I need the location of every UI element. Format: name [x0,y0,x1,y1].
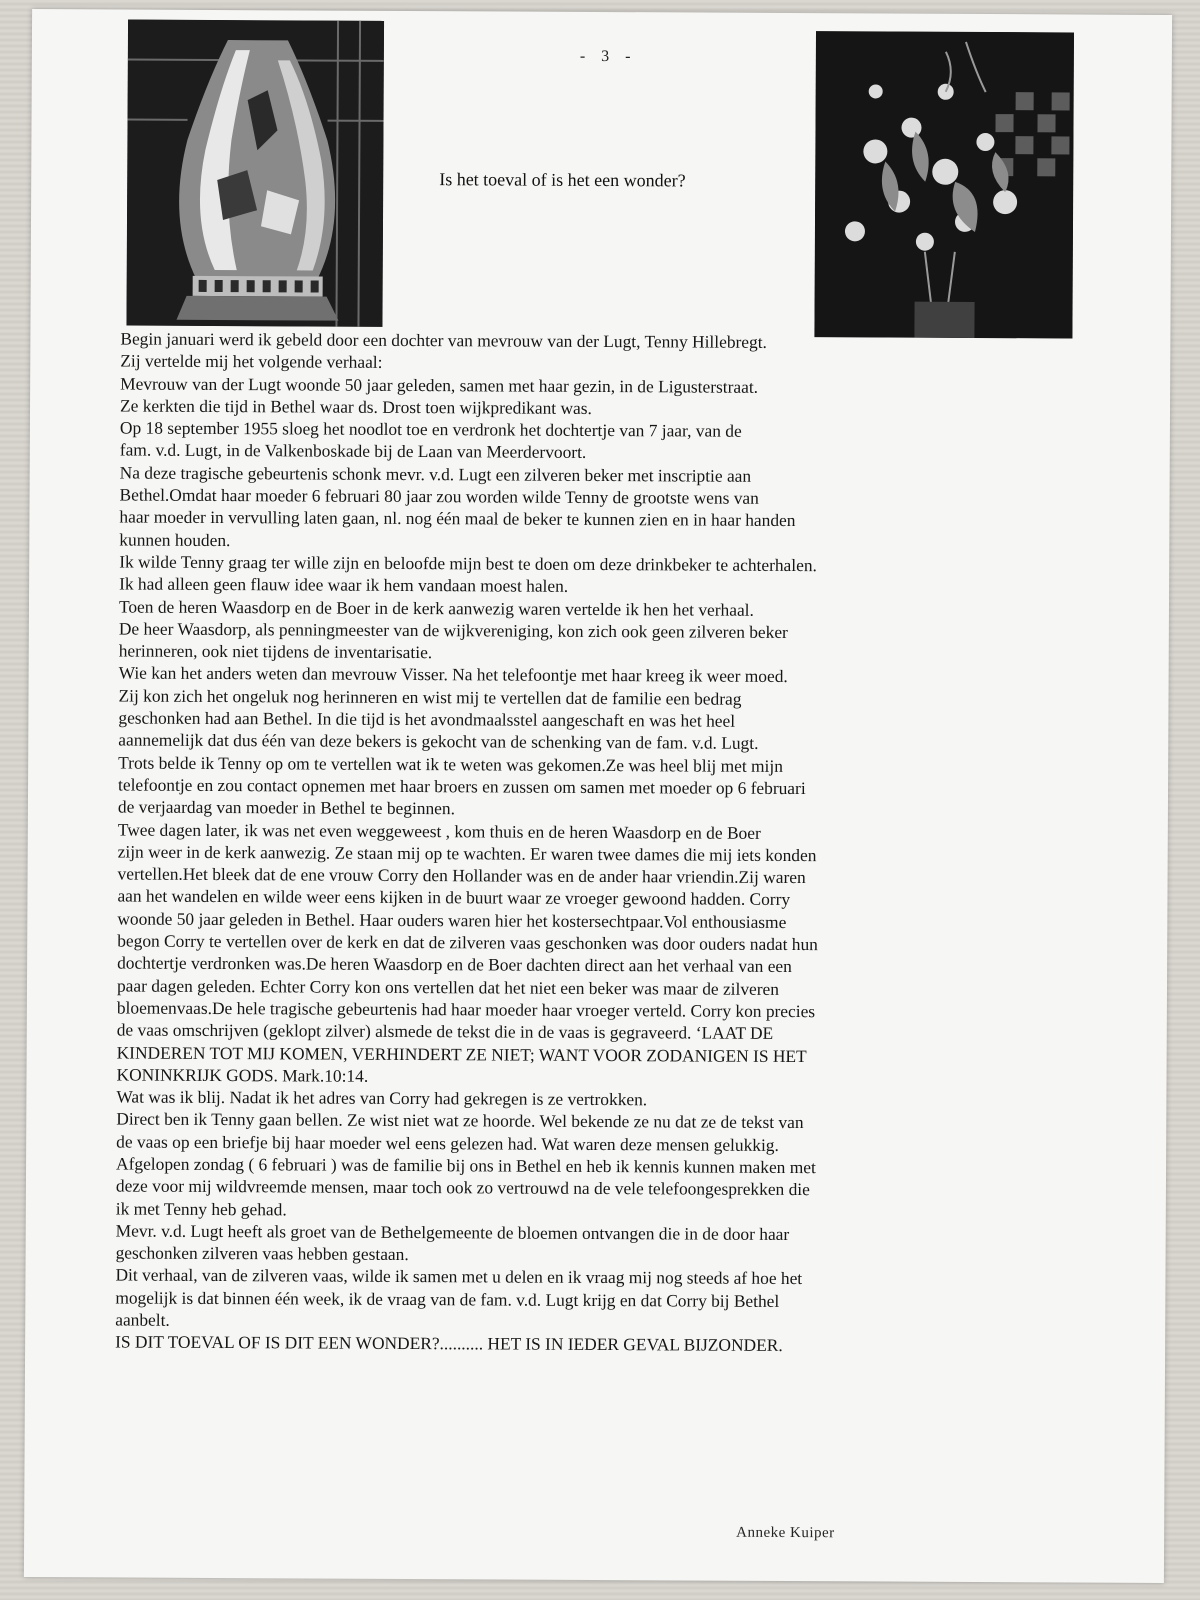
text-line: Wie kan het anders weten dan mevrouw Visser. Na het telefoontje met haar kreeg ik weer moed. [118,662,788,687]
text-line: dochtertje verdronken was.De heren Waasdorp en de Boer dachten direct aan het verhaal van een [117,952,792,977]
text-line: De heer Waasdorp, als penningmeester van de wijkvereniging, kon zich ook geen zilveren beker [118,618,788,642]
text-line: bloemenvaas.De hele tragische gebeurtenis had haar moeder haar vroeger verteld. Corry kon precies [116,997,816,1022]
text-line: geschonken zilveren vaas hebben gestaan. [115,1242,409,1265]
text-line: KONINKRIJK GODS. Mark.10:14. [116,1064,369,1086]
text-line: Na deze tragische gebeurtenis schonk mevr. v.d. Lugt een zilveren beker met inscriptie aan [119,462,752,486]
text-line: mogelijk is dat binnen één week, ik de vraag van de fam. v.d. Lugt krijg en dat Corry bij Bethel [115,1287,780,1311]
article-title: Is het toeval of is het een wonder? [439,169,686,191]
text-line: haar moeder in vervulling laten gaan, nl. nog één maal de beker te kunnen zien en in haar handen [119,506,796,531]
text-line: Trots belde ik Tenny op om te vertellen wat ik te weten was gekomen.Ze was heel blij met mijn [118,752,784,776]
text-line: vertellen.Het bleek dat de ene vrouw Corry den Hollander was en de ander haar vriendin.Zij waren [117,863,806,888]
text-line: Direct ben ik Tenny gaan bellen. Ze wist niet wat ze hoorde. Wel bekende ze nu dat ze de tekst van [116,1108,804,1133]
text-line: Twee dagen later, ik was net even weggeweest , kom thuis en de heren Waasdorp en de Boer [117,819,761,843]
text-line: Bethel.Omdat haar moeder 6 februari 80 jaar zou worden wilde Tenny de grootste wens van [119,484,759,508]
text-line: Mevr. v.d. Lugt heeft als groet van de Bethelgemeente de bloemen ontvangen die in de door haar [115,1220,790,1244]
text-line: IS DIT TOEVAL OF IS DIT EEN WONDER?.......... HET IS IN IEDER GEVAL BIJZONDER. [115,1331,783,1356]
document-page [24,9,1172,1583]
text-line: aannemelijk dat dus één van deze bekers is gekocht van de schenking van de fam. v.d. Lugt. [118,729,759,754]
text-line: geschonken had aan Bethel. In die tijd is het avondmaalsstel aangeschaft en was het heel [118,707,736,731]
text-line: Mevrouw van der Lugt woonde 50 jaar geleden, samen met haar gezin, in de Ligusterstraat. [120,373,759,397]
text-line: zijn weer in de kerk aanwezig. Ze staan mij op te wachten. Er waren twee dames die mij iets konden [117,841,817,865]
text-line: Toen de heren Waasdorp en de Boer in de kerk aanwezig waren vertelde ik hen het verhaal. [118,596,754,620]
text-line: Ze kerkten die tijd in Bethel waar ds. Drost toen wijkpredikant was. [119,395,592,418]
text-line: kunnen houden. [119,529,231,550]
article-body [115,327,1060,1358]
text-line: Begin januari werd ik gebeld door een dochter van mevrouw van der Lugt, Tenny Hillebregt. [120,328,767,352]
vase-illustration [126,20,384,327]
text-line: de vaas omschrijven (geklopt zilver) alsmede de tekst die in de vaas is gegraveerd. ‘LAAT DE [116,1019,774,1044]
text-line: herinneren, ook niet tijdens de inventarisatie. [118,640,433,663]
text-line: fam. v.d. Lugt, in de Valkenboskade bij de Laan van Meerdervoort. [119,439,587,463]
text-line: Dit verhaal, van de zilveren vaas, wilde ik samen met u delen en ik vraag mij nog steeds af hoe het [115,1264,803,1289]
text-line: KINDEREN TOT MIJ KOMEN, VERHINDERT ZE NIET; WANT VOOR ZODANIGEN IS HET [116,1041,807,1066]
text-line: woonde 50 jaar geleden in Bethel. Haar ouders waren hier het kostersechtpaar.Vol enthousiasme [117,908,787,932]
text-line: de vaas op een briefje bij haar moeder wel eens gelezen had. Wat waren deze mensen gelukkig. [116,1131,779,1155]
text-line: Op 18 september 1955 sloeg het noodlot toe en verdronk het dochtertje van 7 jaar, van de [119,417,742,441]
author-signature: Anneke Kuiper [736,1524,835,1542]
photo-silver-vase [126,20,384,327]
photo-flower-bouquet [814,31,1074,338]
text-line: Zij vertelde mij het volgende verhaal: [120,350,383,373]
page-number: - 3 - [579,47,637,66]
text-line: begon Corry te vertellen over de kerk en dat de zilveren vaas geschonken was door ouders nadat hun [117,930,818,955]
text-line: deze voor mij wildvreemde mensen, maar toch ook zo vertrouwd na de vele telefoongesprekken die [115,1175,810,1200]
text-line: Afgelopen zondag ( 6 februari ) was de familie bij ons in Bethel en heb ik kennis kunnen maken met [116,1153,816,1178]
text-line: aanbelt. [115,1309,170,1330]
text-line: de verjaardag van moeder in Bethel te beginnen. [117,796,456,819]
text-line: Ik wilde Tenny graag ter wille zijn en beloofde mijn best te doen om deze drinkbeker te achterhalen. [119,551,817,576]
text-line: Wat was ik blij. Nadat ik het adres van Corry had gekregen is ze vertrokken. [116,1086,648,1110]
text-line: aan het wandelen en wilde weer eens kijken in de buurt waar ze vroeger gewoond hadden. Corry [117,885,791,910]
flowers-illustration [814,31,1074,338]
text-line: Zij kon zich het ongeluk nog herinneren en wist mij te vertellen dat de familie een bedrag [118,685,742,709]
text-line: Ik had alleen geen flauw idee waar ik hem vandaan moest halen. [119,573,569,597]
text-line: telefoontje en zou contact opnemen met haar broers en zussen om samen met moeder op 6 februari [118,774,806,799]
text-line: paar dagen geleden. Echter Corry kon ons vertellen dat het niet een beker was maar de zilveren [116,975,780,999]
text-line: ik met Tenny heb gehad. [115,1198,287,1219]
